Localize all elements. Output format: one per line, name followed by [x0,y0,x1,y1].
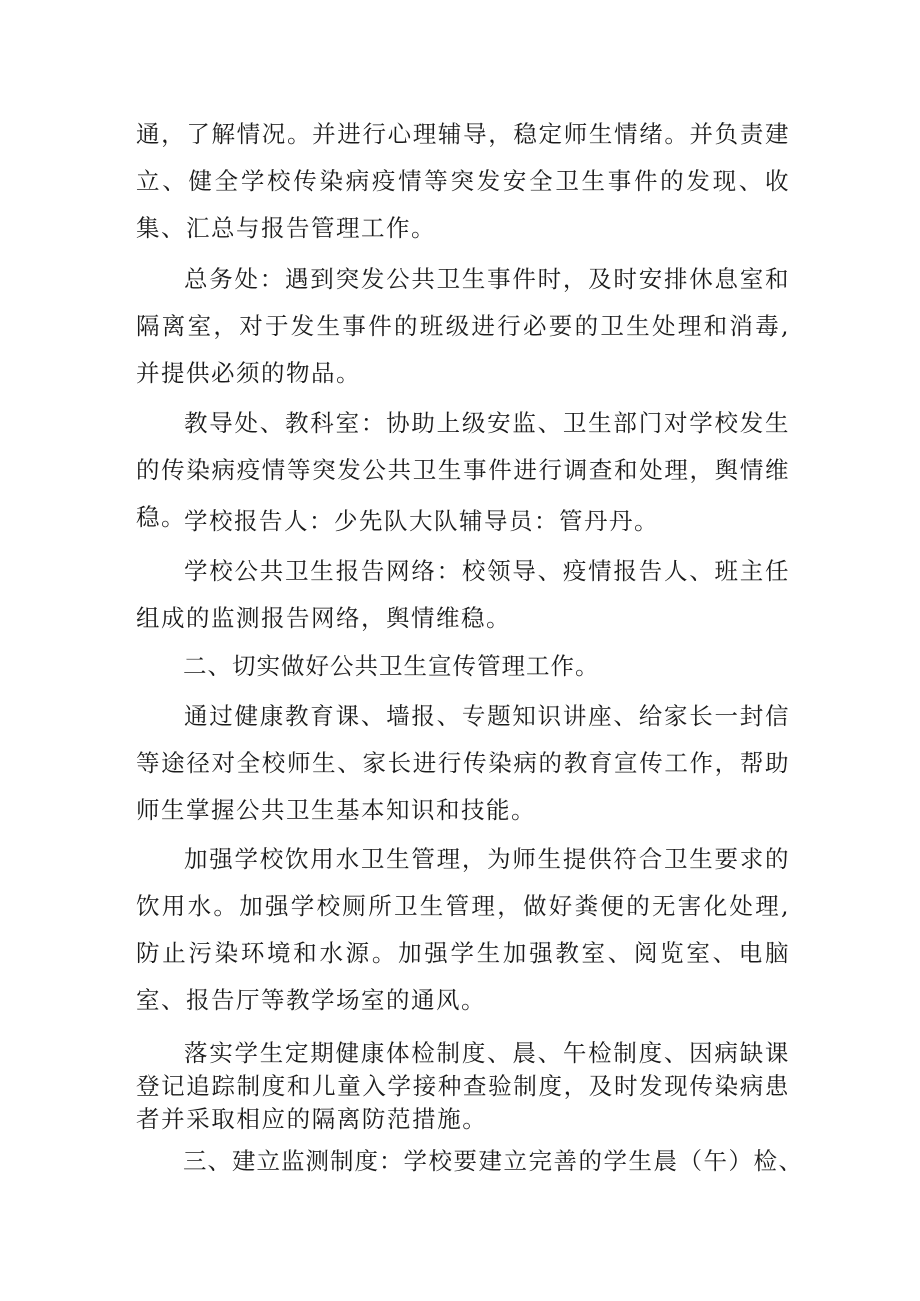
paragraph-reporting-duties: 通，了解情况。并进行心理辅导，稳定师生情绪。并负责建立、健全学校传染病疫情等突发安全卫生事件的发现、收集、汇总与报告管理工作。 [136,120,790,242]
paragraph-academic-office: 教导处、教科室：协助上级安监、卫生部门对学校发生的传染病疫情等突发公共卫生事件进行调查和处理，舆情维稳。 [136,409,790,531]
section-heading-monitoring-text: 学校要建立完善的学生晨（午）检、 [403,1147,804,1175]
section-heading-publicity: 二、切实做好公共卫生宣传管理工作。 [183,652,600,680]
section-heading-monitoring-label: 三、建立监测制度： [183,1147,404,1175]
paragraph-water-sanitation: 加强学校饮用水卫生管理，为师生提供符合卫生要求的饮用水。加强学校厕所卫生管理，做好粪便的无害化处理,防止污染环境和水源。加强学生加强教室、阅览室、电脑室、报告厅等教学场室的通风。 [136,845,790,1014]
paragraph-health-education: 通过健康教育课、墙报、专题知识讲座、给家长一封信等途径对全校师生、家长进行传染病的教育宣传工作，帮助师生掌握公共卫生基本知识和技能。 [136,702,790,824]
section-heading-monitoring [183,1138,804,1185]
paragraph-reporting-network: 学校公共卫生报告网络：校领导、疫情报告人、班主任组成的监测报告网络，舆情维稳。 [136,557,790,632]
paragraph-health-checks: 落实学生定期健康体检制度、晨、午检制度、因病缺课登记追踪制度和儿童入学接种查验制度，及时发现传染病患者并采取相应的隔离防范措施。 [136,1039,790,1133]
paragraph-school-reporter: 学校报告人：少先队大队辅导员：管丹丹。 [184,507,659,535]
paragraph-general-affairs: 总务处：遇到突发公共卫生事件时，及时安排休息室和隔离室，对于发生事件的班级进行必要的卫生处理和消毒,并提供必须的物品。 [136,265,790,387]
